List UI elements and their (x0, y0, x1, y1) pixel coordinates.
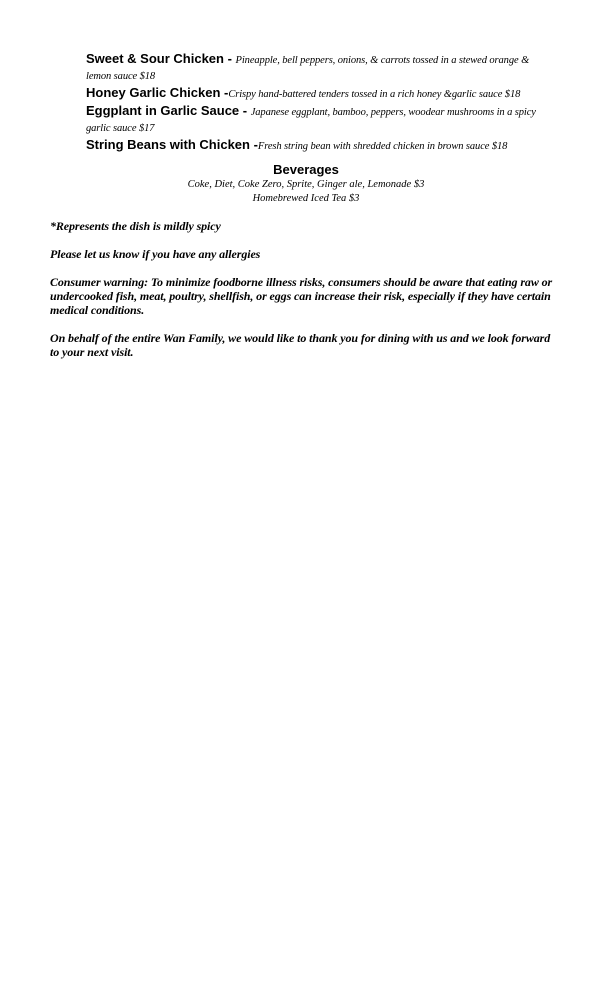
menu-item (86, 86, 556, 102)
consumer-warning: Consumer warning: To minimize foodborne illness risks, consumers should be aware that eating raw or undercooked fish, meat, poultry, shellfish, or eggs can increase their risk, especially if they have certain medical conditions. (50, 275, 553, 317)
menu-item-name: Eggplant in Garlic Sauce - (86, 103, 251, 118)
menu-item-description: Fresh string bean with shredded chicken in brown sauce $18 (257, 141, 508, 152)
menu-item-name: Sweet & Sour Chicken - (86, 51, 236, 66)
menu-item-name: Honey Garlic Chicken - (86, 85, 229, 100)
menu-items-section (86, 52, 556, 156)
thank-you-note: On behalf of the entire Wan Family, we would like to thank you for dining with us and we look forward to your next visit. (50, 331, 551, 359)
allergy-note: Please let us know if you have any allergies (50, 247, 261, 261)
menu-item-description: Pineapple, bell peppers, onions, & carrots tossed in a stewed orange & lemon sauce $18 (86, 55, 530, 82)
beverages-soft-drinks: Coke, Diet, Coke Zero, Sprite, Ginger ale, Lemonade $3 (187, 179, 425, 190)
beverages-section (0, 162, 612, 206)
spicy-note: *Represents the dish is mildly spicy (50, 219, 221, 233)
menu-item (86, 138, 556, 154)
beverages-heading: Beverages (273, 162, 339, 177)
notes-section (50, 219, 560, 373)
menu-item-description: Crispy hand-battered tenders tossed in a rich honey &garlic sauce $18 (228, 89, 521, 100)
menu-item-description: Japanese eggplant, bamboo, peppers, woodear mushrooms in a spicy garlic sauce $17 (86, 107, 536, 134)
menu-item (86, 104, 556, 136)
beverages-iced-tea: Homebrewed Iced Tea $3 (252, 193, 360, 204)
menu-item-name: String Beans with Chicken - (86, 137, 258, 152)
menu-item (86, 52, 556, 84)
